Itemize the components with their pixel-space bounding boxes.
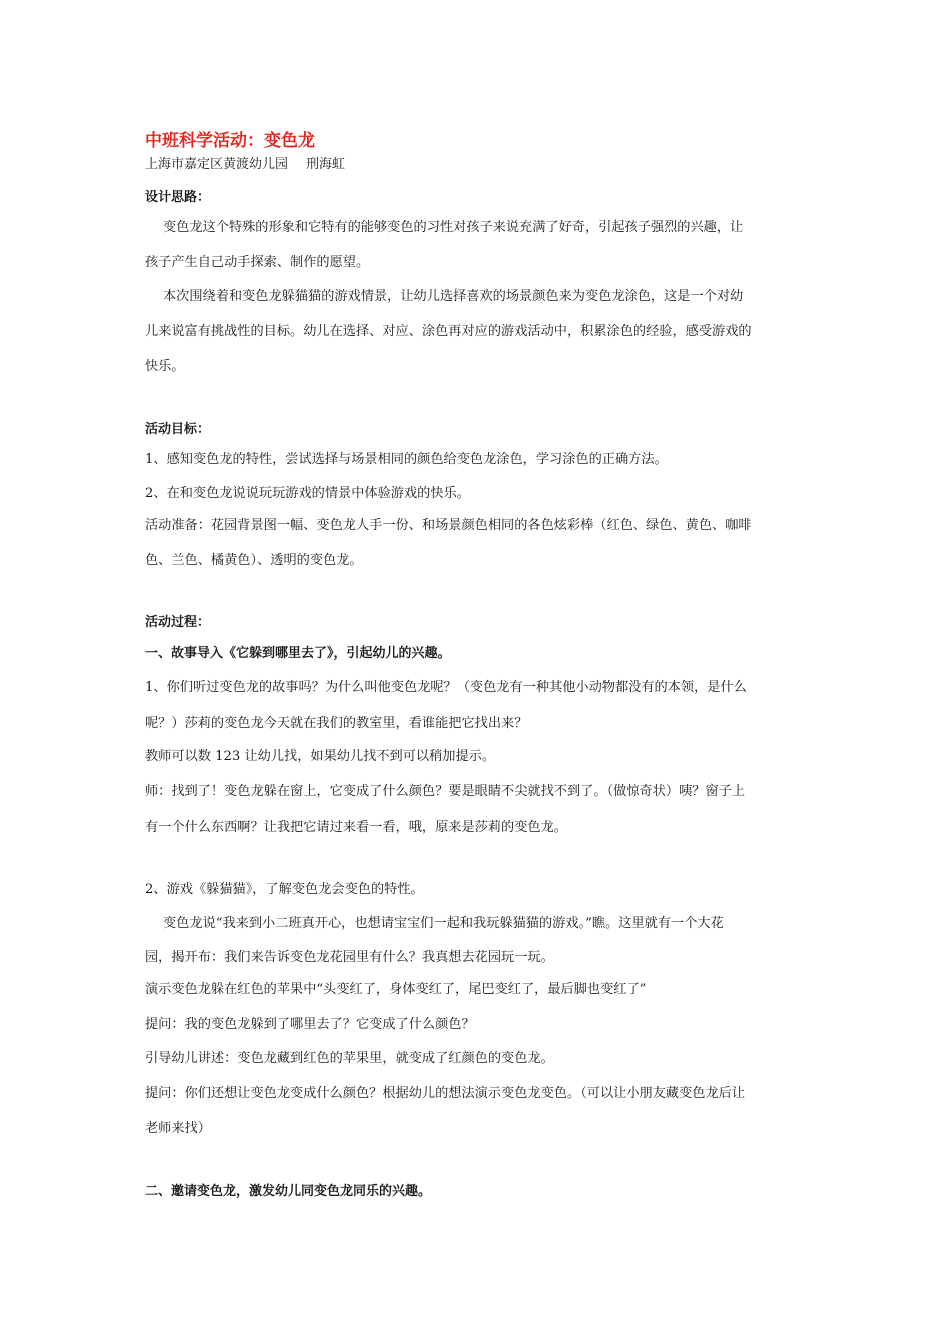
section-1-para-3-line-2: 有一个什么东西啊？让我把它请过来看一看，哦，原来是莎莉的变色龙。 xyxy=(145,820,567,835)
section-2-para-2: 演示变色龙躲在红色的苹果中“头变红了，身体变红了，尾巴变红了，最后脚也变红了” xyxy=(145,982,647,997)
process-heading: 活动过程： xyxy=(145,615,211,630)
section-2-para-5-line-2: 老师来找） xyxy=(145,1121,211,1136)
author-name: 刑海虹 xyxy=(306,157,346,172)
section-2-para-3: 提问：我的变色龙躲到了哪里去了？它变成了什么颜色？ xyxy=(145,1017,475,1032)
document-page xyxy=(145,0,810,1344)
design-heading: 设计思路： xyxy=(145,190,211,205)
section-1-para-1-line-2: 呢？）莎莉的变色龙今天就在我们的教室里，看谁能把它找出来？ xyxy=(145,716,528,731)
section-2-para-4: 引导幼儿讲述：变色龙藏到红色的苹果里，就变成了红颜色的变色龙。 xyxy=(145,1051,554,1066)
design-paragraph-1-line-2: 孩子产生自己动手探索、制作的愿望。 xyxy=(145,255,370,270)
section-2-heading: 2、游戏《躲猫猫》，了解变色龙会变色的特性。 xyxy=(145,882,424,897)
author-line xyxy=(145,153,345,172)
section-3-heading: 二、邀请变色龙，激发幼儿同变色龙同乐的兴趣。 xyxy=(145,1184,432,1199)
section-1-para-3-line-1: 师：找到了！变色龙躲在窗上，它变成了什么颜色？要是眼睛不尖就找不到了。（做惊奇状）咦？窗子上 xyxy=(145,784,746,799)
section-1-heading: 一、故事导入《它躲到哪里去了》，引起幼儿的兴趣。 xyxy=(145,646,451,661)
section-1-para-1-line-1: 1、你们听过变色龙的故事吗？为什么叫他变色龙呢？（变色龙有一种其他小动物都没有的本领，是什么 xyxy=(145,680,747,695)
goals-heading: 活动目标： xyxy=(145,422,211,437)
preparation-line-1: 活动准备：花园背景图一幅、变色龙人手一份、和场景颜色相同的各色炫彩棒（红色、绿色、黄色、咖啡 xyxy=(145,518,752,533)
preparation-line-2: 色、兰色、橘黄色）、透明的变色龙。 xyxy=(145,553,363,568)
document-title: 中班科学活动：变色龙 xyxy=(145,131,315,151)
section-2-para-1-line-1: 变色龙说“我来到小二班真开心，也想请宝宝们一起和我玩躲猫猫的游戏。”瞧。这里就有一个大花 xyxy=(163,916,724,931)
design-paragraph-1-line-1: 变色龙这个特殊的形象和它特有的能够变色的习性对孩子来说充满了好奇，引起孩子强烈的兴趣，让 xyxy=(163,220,744,235)
design-paragraph-2-line-2: 儿来说富有挑战性的目标。幼儿在选择、对应、涂色再对应的游戏活动中，积累涂色的经验，感受游戏的 xyxy=(145,324,752,339)
design-paragraph-2-line-1: 本次围绕着和变色龙躲猫猫的游戏情景，让幼儿选择喜欢的场景颜色来为变色龙涂色，这是一个对幼 xyxy=(163,289,744,304)
design-paragraph-2-line-3: 快乐。 xyxy=(145,359,185,374)
goal-2: 2、在和变色龙说说玩玩游戏的情景中体验游戏的快乐。 xyxy=(145,486,470,501)
section-1-para-2: 教师可以数 123 让幼儿找，如果幼儿找不到可以稍加提示。 xyxy=(145,749,496,764)
author-school: 上海市嘉定区黄渡幼儿园 xyxy=(145,157,289,172)
section-2-para-5-line-1: 提问：你们还想让变色龙变成什么颜色？根据幼儿的想法演示变色龙变色。（可以让小朋友藏变色龙后让 xyxy=(145,1086,746,1101)
goal-1: 1、感知变色龙的特性，尝试选择与场景相同的颜色给变色龙涂色，学习涂色的正确方法。 xyxy=(145,452,668,467)
section-2-para-1-line-2: 园，揭开布：我们来告诉变色龙花园里有什么？我真想去花园玩一玩。 xyxy=(145,950,554,965)
